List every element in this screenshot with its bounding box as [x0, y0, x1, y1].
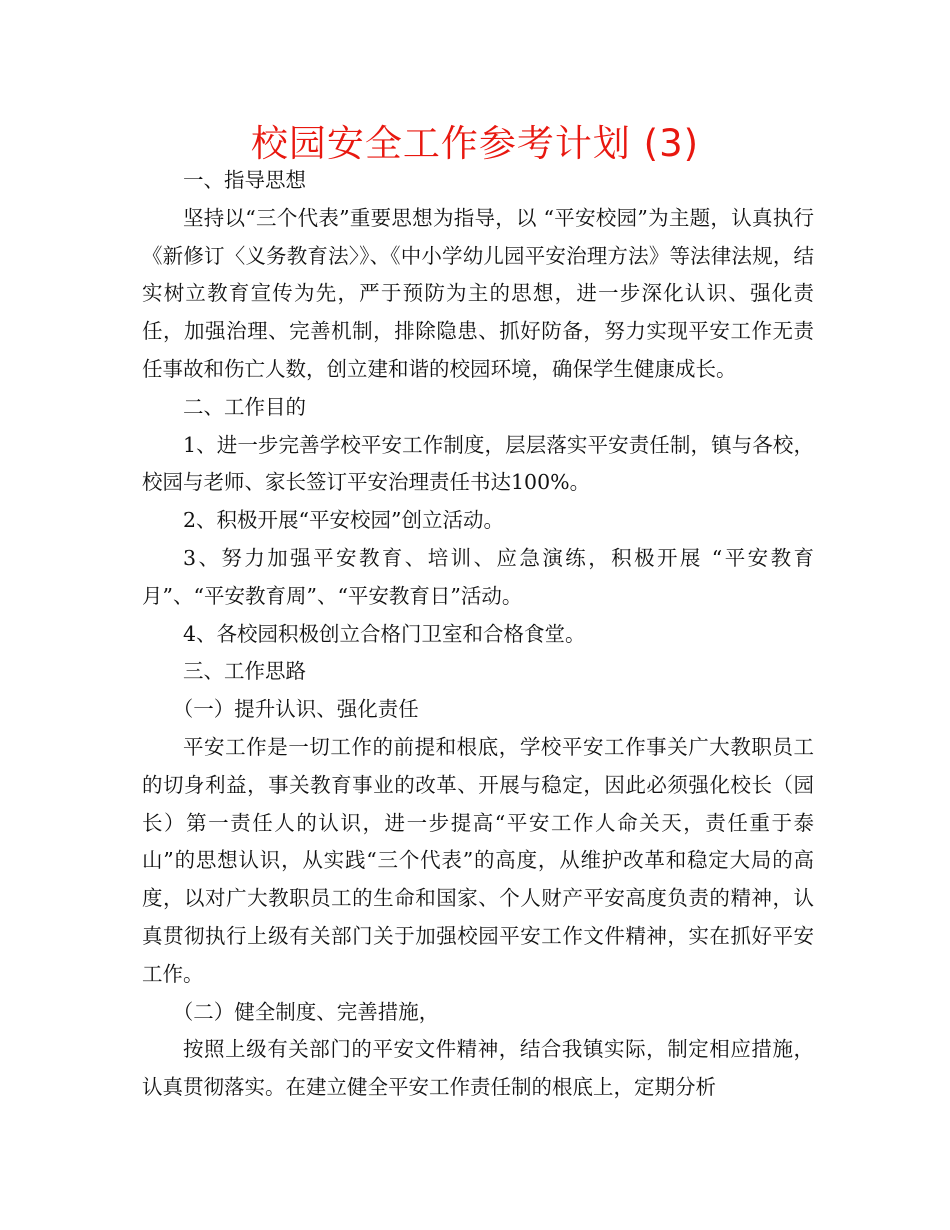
list-item: 3、努力加强平安教育、培训、应急演练，积极开展 “平安教育月”、“平安教育周”、“平安教育日”活动。 — [142, 545, 814, 608]
page-title: 校园安全工作参考计划 (3) — [250, 122, 700, 165]
body-paragraph: 坚持以“三个代表”重要思想为指导，以 “平安校园”为主题，认真执行《新修订〈义务教育法〉》、《中小学幼儿园平安治理方法》等法律法规，结实树立教育宣传为先，严于预防为主的思想，进一步深化认识、强化责任，加强治理、完善机制，排除隐患、抓好防备，努力实现平安工作无责任事故和伤亡人数，创立建和谐的校园环境，确保学生健康成长。 — [142, 205, 814, 381]
section-heading: 二、工作目的 — [183, 394, 306, 419]
subsection-heading: （二）健全制度、完善措施， — [172, 999, 440, 1024]
section-heading: 一、指导思想 — [183, 168, 306, 192]
section-heading: 三、工作思路 — [183, 659, 306, 684]
list-item: 2、积极开展“平安校园”创立活动。 — [183, 508, 505, 533]
body-paragraph: 平安工作是一切工作的前提和根底，学校平安工作事关广大教职员工的切身利益，事关教育事业的改革、开展与稳定，因此必须强化校长（园长）第一责任人的认识，进一步提高“平安工作人命关天，责任重于泰山”的思想认识，从实践“三个代表”的高度，从维护改革和稳定大局的高度，以对广大教职员工的生命和国家、个人财产平安高度负责的精神，认真贯彻执行上级有关部门关于加强校园平安工作文件精神，实在抓好平安工作。 — [142, 734, 814, 986]
list-item: 1、进一步完善学校平安工作制度，层层落实平安责任制，镇与各校，校园与老师、家长签订平安治理责任书达100%。 — [142, 432, 814, 495]
document-body — [142, 162, 814, 1107]
list-item: 4、各校园积极创立合格门卫室和合格食堂。 — [183, 621, 586, 646]
subsection-heading: （一）提升认识、强化责任 — [172, 697, 419, 722]
body-paragraph: 按照上级有关部门的平安文件精神，结合我镇实际，制定相应措施，认真贯彻落实。在建立健全平安工作责任制的根底上，定期分析 — [142, 1037, 814, 1100]
